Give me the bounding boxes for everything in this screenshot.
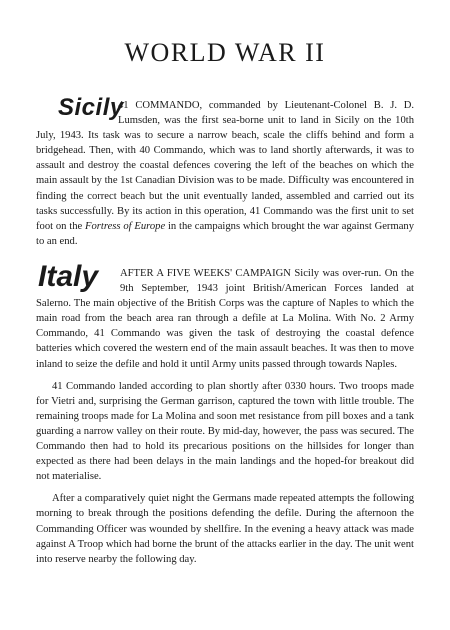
sicily-text-a: 41 COMMANDO, commanded by Lieutenant-Colonel B. J. D. Lumsden, was the first sea-borne unit to land in Sicily on the 10th July, 1943. Its task was to secure a narrow beach, scale the cliffs behind and form a bridgehead. Then, with 40 Commando, which was to land shortly afterwards, it was to assault and destroy the coastal defences covering the left of the beaches on which the main assault by the 1st Canadian Division was to be made. Difficulty was encountered in finding the correct beach but the unit eventually landed, assembled and carried out its tasks successfully. By its action in this operation, 41 Commando was the first unit to set foot on the bbox=[36, 100, 414, 232]
page-title: WORLD WAR II bbox=[124, 38, 326, 67]
italy-text-1: AFTER A FIVE WEEKS' CAMPAIGN Sicily was over-run. On the 9th September, 1943 joint British/American Forces landed at Salerno. The main objective of the British Corps was the capture of Naples to which the main road from the beach area ran through a defile at La Molina. With No. 2 Army Commando, 41 Commando was given the task of destroying the coastal defence batteries which covered the western end of the main assault beaches. It was then to move inland to seize the defile and hold it until Army units passed through towards Naples. bbox=[36, 268, 414, 370]
sicily-text-b: in the campaigns which brought the war against Germany to an end. bbox=[36, 220, 414, 247]
italy-paragraph-3: After a comparatively quiet night the Germans made repeated attempts the following morning to break through the positions defending the defile. During the afternoon the Commanding Officer was wounded by shellfire. In the evening a heavy attack was made against A Troop which had borne the brunt of the attacks earlier in the day. The unit went into reserve nearby the following day. bbox=[36, 493, 414, 565]
sicily-text-emphasis: Fortress of Europe bbox=[85, 220, 166, 232]
section-italy bbox=[36, 260, 414, 567]
section-heading-italy: Italy bbox=[38, 260, 99, 293]
section-sicily bbox=[36, 94, 414, 249]
section-heading-sicily: Sicily bbox=[58, 94, 124, 121]
italy-paragraph-2: 41 Commando landed according to plan shortly after 0330 hours. Two troops made for Vietri and, surprising the German garrison, captured the town with little trouble. The remaining troops made for La Molina and soon met resistance from pill boxes and a tank guarding a narrow valley on their route. By mid-day, however, the pass was secured. The Commando then had to hold its precarious positions on the hillsides for longer than expected as there had been delays in the main landings and the hoped-for breakout did not materialise. bbox=[36, 380, 414, 483]
